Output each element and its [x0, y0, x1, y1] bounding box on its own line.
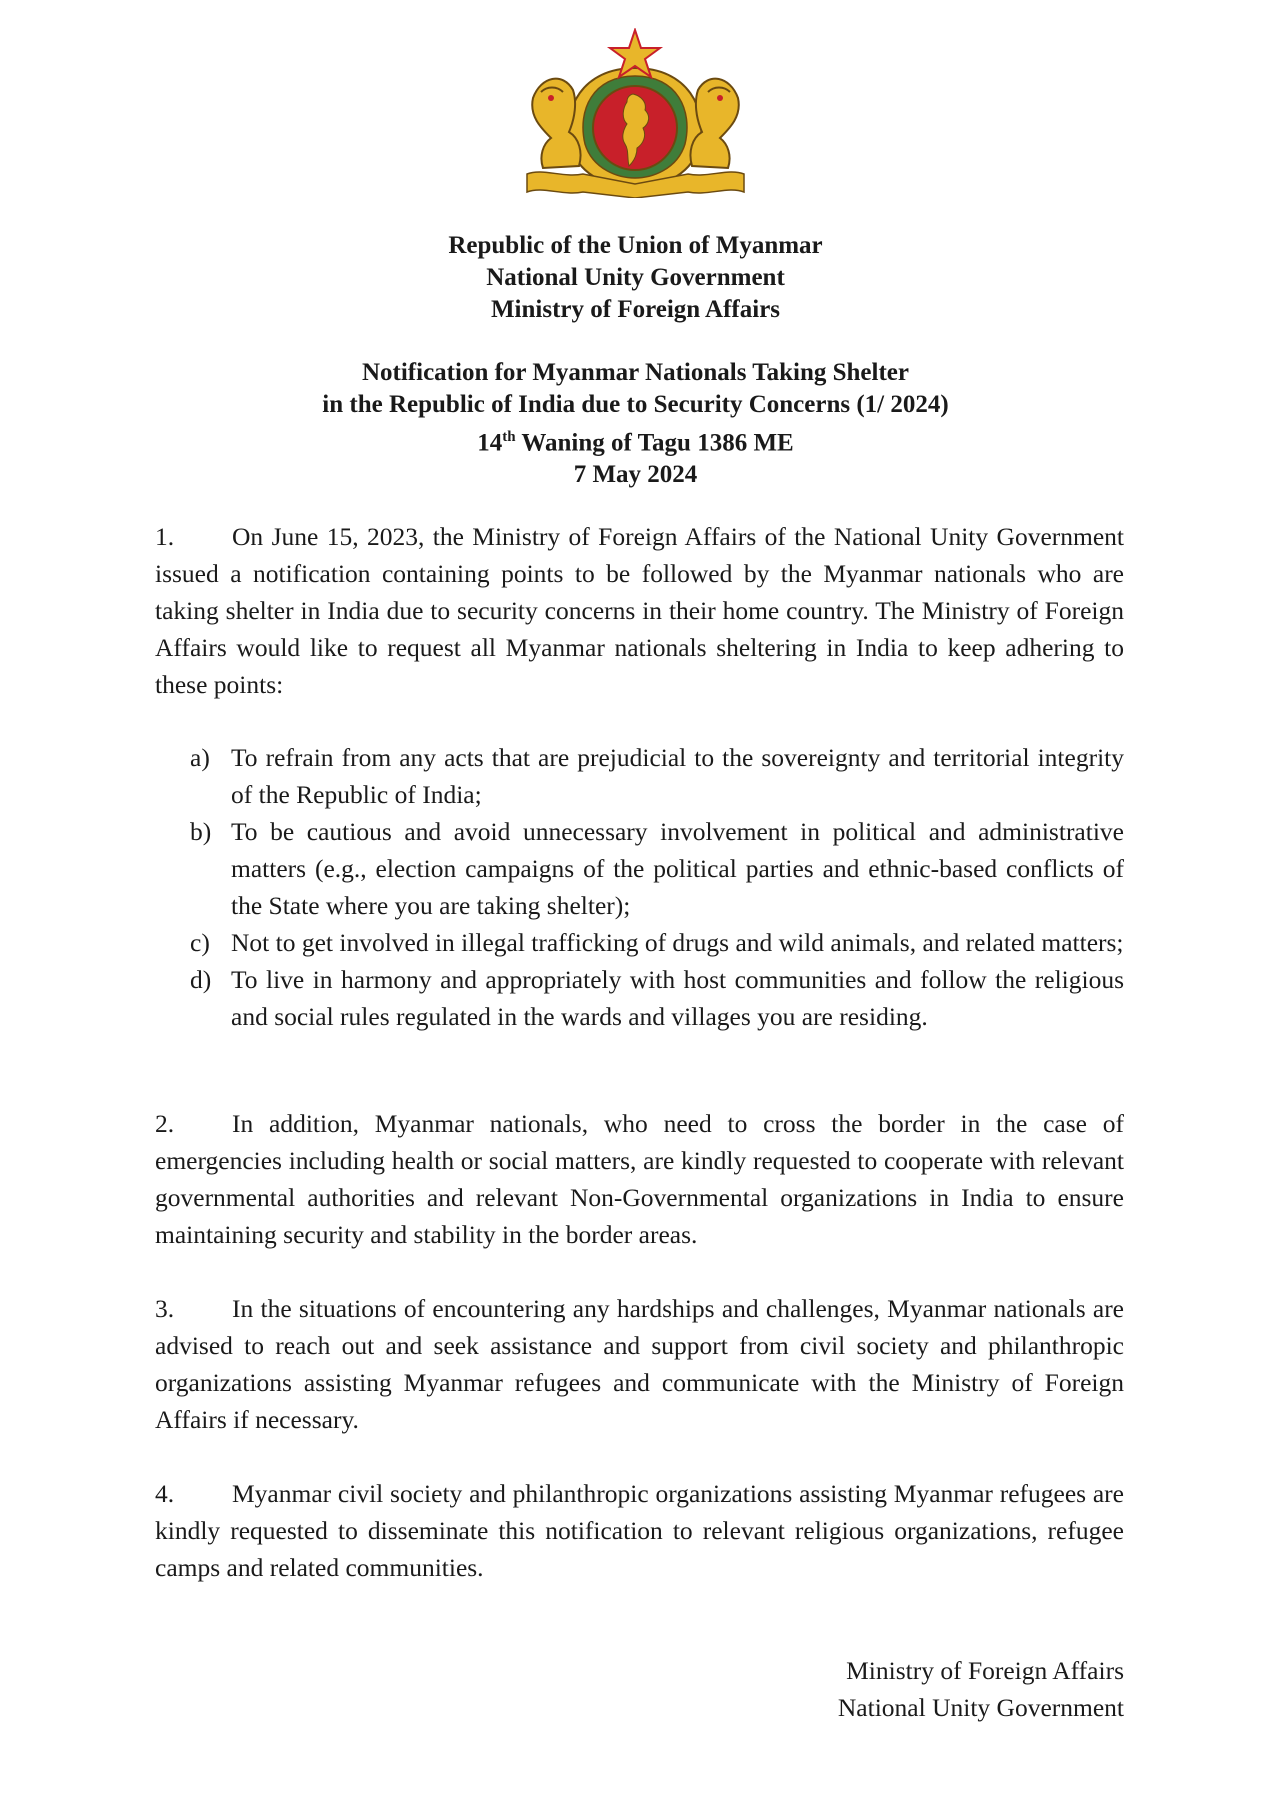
list-item	[190, 961, 1124, 1035]
country-name: Republic of the Union of Myanmar	[448, 232, 823, 259]
paragraph-number: 2.	[155, 1109, 175, 1138]
signature-government: National Unity Government	[837, 1693, 1124, 1722]
list-item-text: To live in harmony and appropriately with host communities and follow the religious and social rules regulated in the wards and villages you are residing.	[231, 965, 1124, 1031]
paragraph-text: Myanmar civil society and philanthropic organizations assisting Myanmar refugees are kindly requested to disseminate this notification to relevant religious organizations, refugee camps and related communities.	[155, 1479, 1124, 1582]
paragraph-2	[155, 1105, 1124, 1253]
paragraph-1	[155, 518, 1124, 703]
signature-block	[838, 1652, 1124, 1726]
paragraph-number: 3.	[155, 1294, 175, 1323]
organization-header	[0, 230, 1271, 326]
title-line-2: in the Republic of India due to Security Concerns (1/ 2024)	[322, 391, 949, 418]
paragraph-3	[155, 1290, 1124, 1438]
list-item-letter: c)	[190, 928, 210, 957]
paragraph-text: In the situations of encountering any hardships and challenges, Myanmar nationals are advised to reach out and seek assistance and support from civil society and philanthropic organizations assisting Myanmar refugees and communicate with the Ministry of Foreign Affairs if necessary.	[155, 1294, 1124, 1434]
list-item-letter: b)	[190, 817, 212, 846]
points-list	[190, 739, 1124, 1035]
date-day: 14	[477, 429, 503, 457]
list-item-letter: a)	[190, 743, 210, 772]
government-name: National Unity Government	[486, 264, 785, 291]
paragraph-4	[155, 1475, 1124, 1586]
notification-title	[0, 357, 1271, 491]
list-item-text: Not to get involved in illegal trafficking of drugs and wild animals, and related matters;	[231, 928, 1124, 957]
list-item	[190, 924, 1124, 961]
date-rest: Waning of Tagu 1386 ME	[515, 429, 794, 457]
ministry-name: Ministry of Foreign Affairs	[490, 296, 781, 323]
paragraph-number: 4.	[155, 1479, 175, 1508]
gregorian-date: 7 May 2024	[573, 461, 698, 489]
list-item-text: To refrain from any acts that are prejudicial to the sovereignty and territorial integrity of the Republic of India;	[231, 743, 1124, 809]
title-line-1: Notification for Myanmar Nationals Taking Shelter	[361, 359, 909, 386]
list-item-letter: d)	[190, 965, 212, 994]
list-item	[190, 813, 1124, 924]
paragraph-text: In addition, Myanmar nationals, who need to cross the border in the case of emergencies including health or social matters, are kindly requested to cooperate with relevant governmental authorities and relevant Non-Governmental organizations in India to ensure maintaining security and stability in the border areas.	[155, 1109, 1124, 1249]
signature-ministry: Ministry of Foreign Affairs	[846, 1656, 1124, 1685]
paragraph-number: 1.	[155, 522, 175, 551]
date-ordinal-suffix: th	[502, 429, 516, 445]
paragraph-text: On June 15, 2023, the Ministry of Foreign Affairs of the National Unity Government issued a notification containing points to be followed by the Myanmar nationals who are taking shelter in India due to security concerns in their home country. The Ministry of Foreign Affairs would like to request all Myanmar nationals sheltering in India to keep adhering to these points:	[155, 522, 1124, 699]
myanmar-state-seal-icon	[523, 28, 748, 198]
myanmar-calendar-date	[0, 421, 1271, 459]
list-item-text: To be cautious and avoid unnecessary involvement in political and administrative matters (e.g., election campaigns of the political parties and ethnic-based conflicts of the State where you are taking shelter);	[231, 817, 1124, 920]
list-item	[190, 739, 1124, 813]
